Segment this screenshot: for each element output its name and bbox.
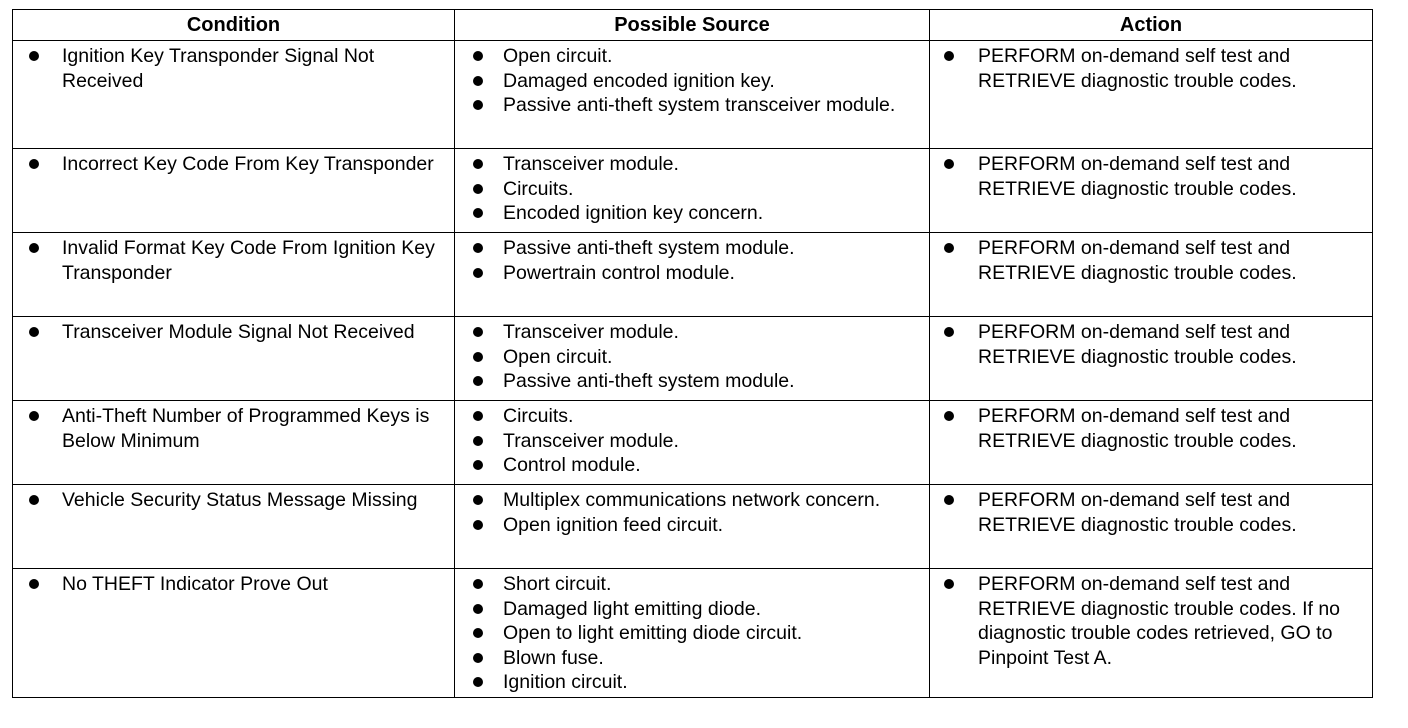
source-item bbox=[459, 404, 925, 429]
source-item-text: Transceiver module. bbox=[503, 321, 679, 343]
header-possible-source: Possible Source bbox=[455, 10, 930, 41]
source-item bbox=[459, 261, 925, 286]
source-item-text: Ignition circuit. bbox=[503, 671, 628, 693]
bullet-icon bbox=[473, 184, 483, 194]
bullet-icon bbox=[944, 51, 954, 61]
action-cell bbox=[930, 233, 1373, 317]
bullet-icon bbox=[473, 495, 483, 505]
bullet-icon bbox=[473, 352, 483, 362]
table-body bbox=[13, 41, 1373, 698]
table-row bbox=[13, 569, 1373, 698]
source-item bbox=[459, 152, 925, 177]
symptom-chart-table bbox=[12, 9, 1373, 698]
bullet-icon bbox=[944, 159, 954, 169]
condition-item bbox=[17, 320, 450, 345]
action-item-text: PERFORM on-demand self test and RETRIEVE diagnostic trouble codes. If no diagnostic trouble codes retrieved, GO to Pinpoint Test A. bbox=[978, 573, 1341, 669]
source-item-text: Open circuit. bbox=[503, 345, 613, 368]
source-item-text: Circuits. bbox=[503, 405, 574, 427]
action-item-text: PERFORM on-demand self test and RETRIEVE diagnostic trouble codes. bbox=[978, 405, 1297, 452]
source-item bbox=[459, 236, 925, 261]
condition-cell bbox=[13, 41, 455, 149]
bullet-icon bbox=[473, 520, 483, 530]
source-item bbox=[459, 453, 925, 478]
action-item bbox=[934, 572, 1368, 670]
action-item-text: PERFORM on-demand self test and RETRIEVE diagnostic trouble codes. bbox=[978, 489, 1297, 536]
source-item bbox=[459, 320, 925, 345]
source-item bbox=[459, 93, 925, 118]
source-item-text: Damaged encoded ignition key. bbox=[503, 69, 775, 92]
condition-item-text: Ignition Key Transponder Signal Not Received bbox=[62, 45, 375, 92]
bullet-icon bbox=[29, 327, 39, 337]
condition-cell bbox=[13, 317, 455, 401]
bullet-icon bbox=[473, 579, 483, 589]
condition-cell bbox=[13, 149, 455, 233]
bullet-icon bbox=[944, 327, 954, 337]
source-item-text: Damaged light emitting diode. bbox=[503, 597, 761, 620]
bullet-icon bbox=[473, 604, 483, 614]
condition-item-text: Incorrect Key Code From Key Transponder bbox=[62, 153, 434, 175]
bullet-icon bbox=[473, 159, 483, 169]
bullet-icon bbox=[29, 579, 39, 589]
action-item bbox=[934, 236, 1368, 285]
action-cell bbox=[930, 41, 1373, 149]
source-item bbox=[459, 201, 925, 226]
bullet-icon bbox=[473, 51, 483, 61]
condition-item-text: Vehicle Security Status Message Missing bbox=[62, 489, 418, 511]
bullet-icon bbox=[473, 677, 483, 687]
bullet-icon bbox=[29, 51, 39, 61]
table-row bbox=[13, 317, 1373, 401]
table-row bbox=[13, 41, 1373, 149]
action-item bbox=[934, 320, 1368, 369]
action-cell bbox=[930, 485, 1373, 569]
bullet-icon bbox=[944, 579, 954, 589]
condition-item-text: Anti-Theft Number of Programmed Keys is Below Minimum bbox=[62, 405, 430, 452]
source-item-text: Multiplex communications network concern. bbox=[503, 489, 881, 511]
source-item bbox=[459, 429, 925, 454]
header-condition: Condition bbox=[13, 10, 455, 41]
table-row bbox=[13, 149, 1373, 233]
source-item-text: Blown fuse. bbox=[503, 646, 604, 669]
source-item bbox=[459, 177, 925, 202]
bullet-icon bbox=[473, 243, 483, 253]
table-row bbox=[13, 485, 1373, 569]
source-item-text: Open ignition feed circuit. bbox=[503, 513, 724, 536]
diagnostic-table-container bbox=[12, 9, 1372, 698]
source-item-text: Transceiver module. bbox=[503, 153, 679, 175]
condition-cell bbox=[13, 569, 455, 698]
source-item bbox=[459, 621, 925, 646]
bullet-icon bbox=[29, 159, 39, 169]
source-item-text: Short circuit. bbox=[503, 573, 612, 595]
source-item bbox=[459, 670, 925, 695]
condition-cell bbox=[13, 401, 455, 485]
bullet-icon bbox=[473, 436, 483, 446]
condition-item-text: No THEFT Indicator Prove Out bbox=[62, 573, 328, 595]
condition-item-text: Invalid Format Key Code From Ignition Key Transponder bbox=[62, 237, 435, 284]
table-row bbox=[13, 401, 1373, 485]
condition-item bbox=[17, 488, 450, 513]
source-item bbox=[459, 369, 925, 394]
source-item-text: Powertrain control module. bbox=[503, 261, 735, 284]
header-row bbox=[13, 10, 1373, 41]
possible-source-cell bbox=[455, 41, 930, 149]
possible-source-cell bbox=[455, 233, 930, 317]
source-item bbox=[459, 513, 925, 538]
action-cell bbox=[930, 569, 1373, 698]
source-item-text: Open to light emitting diode circuit. bbox=[503, 622, 803, 644]
condition-cell bbox=[13, 233, 455, 317]
possible-source-cell bbox=[455, 569, 930, 698]
possible-source-cell bbox=[455, 401, 930, 485]
bullet-icon bbox=[29, 411, 39, 421]
bullet-icon bbox=[473, 100, 483, 110]
source-item-text: Encoded ignition key concern. bbox=[503, 202, 764, 224]
bullet-icon bbox=[29, 495, 39, 505]
source-item bbox=[459, 44, 925, 69]
source-item-text: Control module. bbox=[503, 454, 641, 476]
condition-item-text: Transceiver Module Signal Not Received bbox=[62, 321, 415, 343]
action-item-text: PERFORM on-demand self test and RETRIEVE diagnostic trouble codes. bbox=[978, 237, 1297, 284]
source-item-text: Passive anti-theft system module. bbox=[503, 370, 795, 392]
bullet-icon bbox=[473, 208, 483, 218]
possible-source-cell bbox=[455, 149, 930, 233]
condition-item bbox=[17, 236, 450, 285]
table-row bbox=[13, 233, 1373, 317]
action-cell bbox=[930, 149, 1373, 233]
condition-cell bbox=[13, 485, 455, 569]
action-item-text: PERFORM on-demand self test and RETRIEVE diagnostic trouble codes. bbox=[978, 321, 1297, 368]
bullet-icon bbox=[29, 243, 39, 253]
condition-item bbox=[17, 152, 450, 177]
source-item-text: Passive anti-theft system transceiver module. bbox=[503, 94, 896, 116]
bullet-icon bbox=[473, 653, 483, 663]
bullet-icon bbox=[944, 243, 954, 253]
source-item bbox=[459, 488, 925, 513]
bullet-icon bbox=[944, 495, 954, 505]
source-item bbox=[459, 646, 925, 671]
bullet-icon bbox=[473, 376, 483, 386]
source-item bbox=[459, 597, 925, 622]
source-item-text: Circuits. bbox=[503, 177, 574, 200]
action-cell bbox=[930, 401, 1373, 485]
source-item bbox=[459, 572, 925, 597]
action-item bbox=[934, 488, 1368, 537]
bullet-icon bbox=[473, 327, 483, 337]
possible-source-cell bbox=[455, 485, 930, 569]
bullet-icon bbox=[473, 460, 483, 470]
source-item-text: Passive anti-theft system module. bbox=[503, 237, 795, 259]
header-action: Action bbox=[930, 10, 1373, 41]
action-item bbox=[934, 152, 1368, 201]
source-item bbox=[459, 69, 925, 94]
condition-item bbox=[17, 404, 450, 453]
bullet-icon bbox=[473, 628, 483, 638]
action-cell bbox=[930, 317, 1373, 401]
bullet-icon bbox=[944, 411, 954, 421]
source-item-text: Transceiver module. bbox=[503, 429, 679, 452]
action-item-text: PERFORM on-demand self test and RETRIEVE diagnostic trouble codes. bbox=[978, 45, 1297, 92]
bullet-icon bbox=[473, 411, 483, 421]
action-item-text: PERFORM on-demand self test and RETRIEVE diagnostic trouble codes. bbox=[978, 153, 1297, 200]
source-item bbox=[459, 345, 925, 370]
bullet-icon bbox=[473, 76, 483, 86]
possible-source-cell bbox=[455, 317, 930, 401]
source-item-text: Open circuit. bbox=[503, 45, 613, 67]
action-item bbox=[934, 44, 1368, 93]
bullet-icon bbox=[473, 268, 483, 278]
action-item bbox=[934, 404, 1368, 453]
condition-item bbox=[17, 44, 450, 93]
condition-item bbox=[17, 572, 450, 597]
